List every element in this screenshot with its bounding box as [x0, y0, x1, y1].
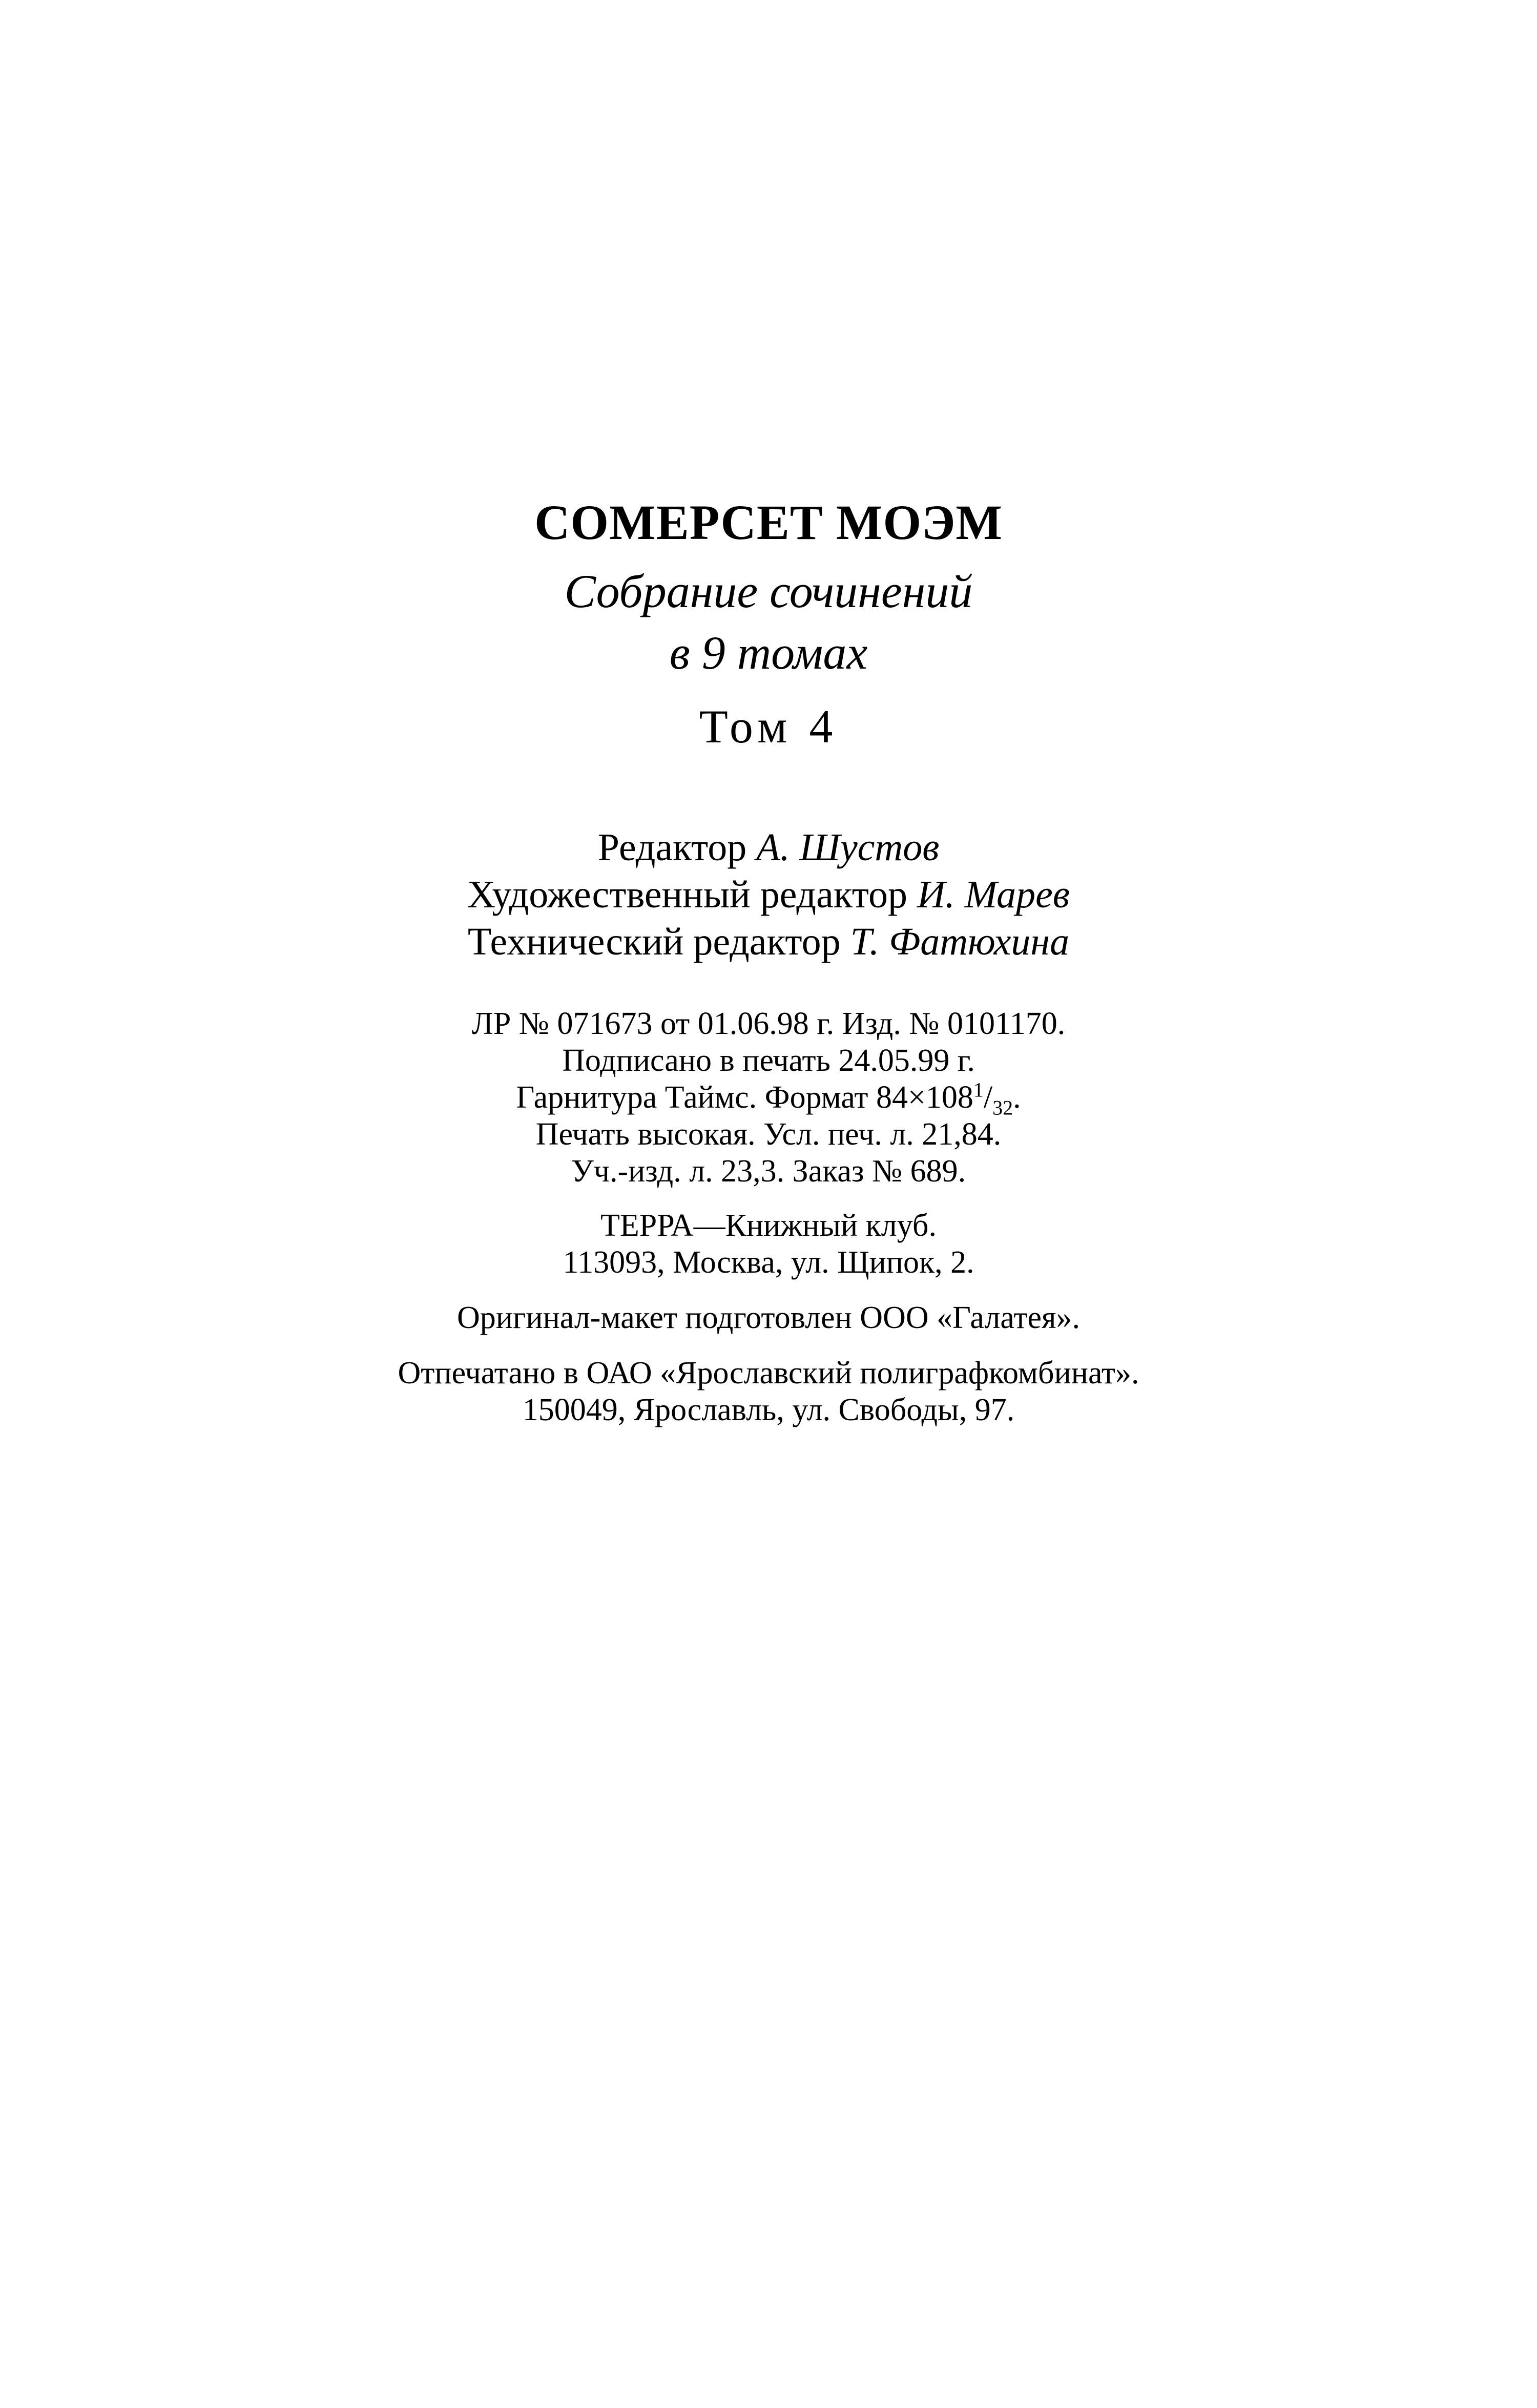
print-line: Печать высокая. Усл. печ. л. 21,84.: [535, 1117, 1002, 1152]
format-subscript: 32: [992, 1096, 1013, 1119]
format-slash: /: [983, 1080, 993, 1115]
tech-editor-role: Технический редактор: [467, 920, 841, 963]
signed-to-print-line: Подписано в печать 24.05.99 г.: [562, 1043, 975, 1078]
publisher-name: ТЕРРА—Книжный клуб.: [600, 1208, 937, 1243]
format-line: [0, 1078, 1537, 1119]
author-name: СОМЕРСЕТ МОЭМ: [534, 495, 1003, 550]
publisher-block: [0, 1207, 1537, 1281]
printer-name: Отпечатано в ОАО «Ярославский полиграфкомбинат».: [398, 1356, 1139, 1390]
editor-name: А. Шустов: [756, 826, 940, 869]
collection-title-line-1: Собрание сочинений: [564, 565, 973, 617]
layout-credit-block: [0, 1299, 1537, 1336]
collection-title-line-2: в 9 томах: [669, 627, 868, 679]
order-line: Уч.-изд. л. 23,3. Заказ № 689.: [571, 1154, 966, 1189]
art-editor-credit: [0, 871, 1537, 918]
volume-number: Том 4: [699, 700, 838, 753]
imprint-block: [0, 1005, 1537, 1190]
printer-block: [0, 1355, 1537, 1428]
tech-editor-name: Т. Фатюхина: [850, 920, 1070, 963]
art-editor-role: Художественный редактор: [467, 873, 907, 916]
format-period: .: [1013, 1080, 1021, 1115]
publisher-address: 113093, Москва, ул. Щипок, 2.: [563, 1245, 974, 1280]
editor-credit: [0, 824, 1537, 871]
printer-address: 150049, Ярославль, ул. Свободы, 97.: [522, 1393, 1015, 1427]
format-text: Гарнитура Таймс. Формат 84×108: [516, 1080, 973, 1115]
tech-editor-credit: [0, 918, 1537, 965]
editors-list: [0, 824, 1537, 965]
art-editor-name: И. Марев: [917, 873, 1070, 916]
colophon: [0, 492, 1537, 1428]
layout-credit: Оригинал-макет подготовлен ООО «Галатея».: [457, 1300, 1080, 1335]
format-superscript: 1: [973, 1078, 984, 1102]
editor-role: Редактор: [597, 826, 747, 869]
license-line: ЛР № 071673 от 01.06.98 г. Изд. № 0101170.: [471, 1006, 1066, 1041]
